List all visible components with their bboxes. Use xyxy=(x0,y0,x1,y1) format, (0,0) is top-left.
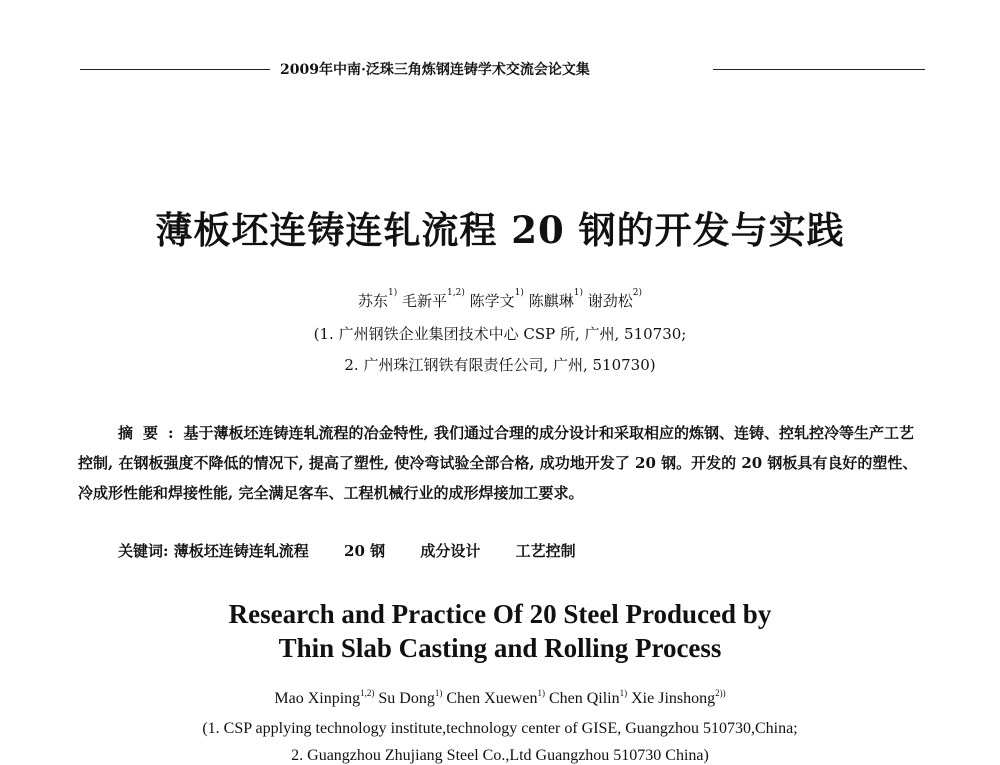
author-en-sup: 1,2) xyxy=(360,688,375,698)
author-en: Su Dong xyxy=(378,690,435,707)
author-en-sup: 1) xyxy=(434,688,443,698)
author-cn-sup: 1,2) xyxy=(447,288,465,298)
author-en: Xie Jinshong xyxy=(631,690,716,707)
author-en: Chen Qilin xyxy=(548,690,620,707)
header-rule-right xyxy=(713,69,925,70)
author-en-sup: 2)) xyxy=(715,688,726,698)
english-affiliation-2: 2. Guangzhou Zhujiang Steel Co.,Ltd Guangzhou 510730 China) xyxy=(291,747,709,764)
chinese-affiliation-2: 2. 广州珠江钢铁有限责任公司, 广州, 510730) xyxy=(344,356,656,374)
english-title-line-2: Thin Slab Casting and Rolling Process xyxy=(278,633,722,663)
running-header xyxy=(80,55,925,85)
keyword: 20 钢 xyxy=(344,542,386,560)
keywords-label: 关键词: xyxy=(118,542,169,560)
author-cn-sup: 1) xyxy=(573,288,583,298)
header-text: 2009年中南·泛珠三角炼钢连铸学术交流会论文集 xyxy=(280,62,590,78)
english-title-line-1: Research and Practice Of 20 Steel Produced by xyxy=(228,599,772,629)
author-en: Mao Xinping xyxy=(274,690,361,707)
abstract-text: 基于薄板坯连铸连轧流程的冶金特性, 我们通过合理的成分设计和采取相应的炼钢、连铸、控轧控冷等生产工艺控制, 在钢板强度不降低的情况下, 提高了塑性, 使冷弯试验全部合格, 成功地开发了 20 钢。开发的 20 钢板具有良好的塑性、冷成形性能和焊接性能, 完全满足客车、工程机械行业的成形焊接加工要求。 xyxy=(78,424,918,502)
header-rule-left xyxy=(80,69,270,70)
author-en: Chen Xuewen xyxy=(446,690,538,707)
english-affiliation-1: (1. CSP applying technology institute,technology center of GISE, Guangzhou 510730,China; xyxy=(202,720,798,737)
author-cn: 毛新平 xyxy=(402,292,448,310)
author-cn: 陈学文 xyxy=(469,292,515,310)
english-authors xyxy=(0,690,1000,708)
keyword: 薄板坯连铸连轧流程 xyxy=(173,542,309,560)
author-cn: 陈麒琳 xyxy=(528,292,574,310)
author-cn-sup: 1) xyxy=(514,288,524,298)
author-en-sup: 1) xyxy=(537,688,545,698)
author-cn: 苏东 xyxy=(357,292,388,310)
abstract xyxy=(78,418,923,508)
author-cn: 谢劲松 xyxy=(587,292,633,310)
author-cn-sup: 2) xyxy=(632,288,643,298)
abstract-label: 摘要: xyxy=(118,424,184,442)
keyword: 成分设计 xyxy=(420,542,481,560)
author-cn-sup: 1) xyxy=(388,288,398,298)
author-en-sup: 1) xyxy=(619,688,628,698)
keywords xyxy=(118,540,606,561)
english-title xyxy=(0,597,1000,665)
chinese-title: 薄板坯连铸连轧流程 20 钢的开发与实践 xyxy=(155,208,845,252)
chinese-authors xyxy=(0,290,1000,311)
chinese-affiliation-1: (1. 广州钢铁企业集团技术中心 CSP 所, 广州, 510730; xyxy=(313,325,687,343)
keyword: 工艺控制 xyxy=(515,542,576,560)
